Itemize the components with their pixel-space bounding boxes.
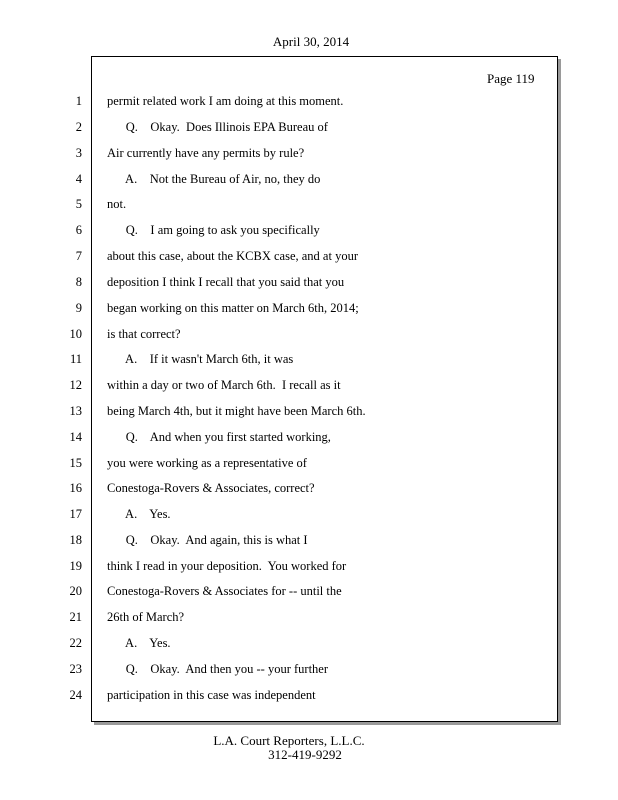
transcript-line: being March 4th, but it might have been March 6th.	[107, 404, 366, 418]
line-number: 4	[75, 172, 82, 186]
transcript-line: deposition I think I recall that you said that you	[107, 275, 345, 289]
line-number: 8	[75, 275, 82, 289]
transcript-line: Q. And when you first started working,	[107, 430, 331, 444]
transcript-line: 26th of March?	[107, 610, 185, 624]
line-number: 11	[69, 352, 82, 366]
transcript-line: about this case, about the KCBX case, and at your	[107, 249, 358, 263]
line-number: 24	[69, 688, 82, 702]
line-number: 5	[75, 197, 82, 211]
transcript-line: A. Not the Bureau of Air, no, they do	[107, 172, 321, 186]
transcript-line: is that correct?	[107, 327, 181, 341]
line-number: 19	[69, 559, 82, 573]
line-number: 13	[69, 404, 82, 418]
transcript-line: Q. Okay. And again, this is what I	[107, 533, 308, 547]
line-number: 1	[75, 94, 82, 108]
transcript-line: Q. Okay. And then you -- your further	[107, 662, 329, 676]
line-number: 14	[69, 430, 82, 444]
transcript-line: Conestoga-Rovers & Associates for -- until the	[107, 584, 342, 598]
header-date: April 30, 2014	[272, 34, 350, 49]
page-number: Page 119	[487, 71, 535, 86]
transcript-line: Conestoga-Rovers & Associates, correct?	[107, 481, 315, 495]
transcript-line: Air currently have any permits by rule?	[107, 146, 305, 160]
transcript-line: you were working as a representative of	[107, 456, 307, 470]
transcript-line: Q. Okay. Does Illinois EPA Bureau of	[107, 120, 328, 134]
line-number: 17	[69, 507, 82, 521]
line-number: 2	[75, 120, 82, 134]
line-number: 23	[69, 662, 82, 676]
line-number: 12	[69, 378, 82, 392]
line-number: 10	[69, 327, 82, 341]
line-number: 20	[69, 584, 82, 598]
transcript-line: began working on this matter on March 6th, 2014;	[107, 301, 359, 315]
line-number: 3	[75, 146, 82, 160]
transcript-line: participation in this case was independent	[107, 688, 316, 702]
transcript-line: A. Yes.	[107, 636, 171, 650]
line-number: 18	[69, 533, 82, 547]
footer-company: L.A. Court Reporters, L.L.C.	[213, 733, 365, 748]
footer-phone: 312-419-9292	[268, 747, 342, 762]
line-number: 9	[75, 301, 82, 315]
line-number: 21	[69, 610, 82, 624]
transcript-line: within a day or two of March 6th. I recall as it	[107, 378, 341, 392]
transcript-line: Q. I am going to ask you specifically	[107, 223, 320, 237]
transcript-line: A. If it wasn't March 6th, it was	[107, 352, 294, 366]
transcript-line: not.	[107, 197, 127, 211]
line-number: 15	[69, 456, 82, 470]
transcript-line: permit related work I am doing at this moment.	[107, 94, 344, 108]
line-number: 22	[69, 636, 82, 650]
transcript-line: think I read in your deposition. You worked for	[107, 559, 347, 573]
transcript-line: A. Yes.	[107, 507, 171, 521]
line-number: 16	[69, 481, 82, 495]
line-number: 7	[75, 249, 82, 263]
line-number: 6	[75, 223, 82, 237]
